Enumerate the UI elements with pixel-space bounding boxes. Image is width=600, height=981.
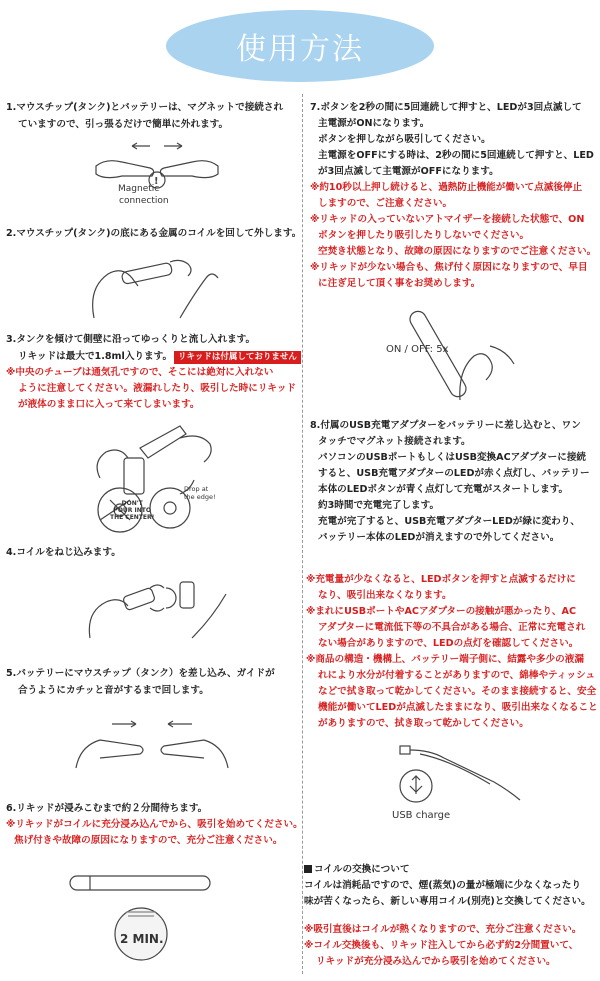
coil-heading-text: コイルの交換について <box>314 864 410 875</box>
screw-coil-illustration <box>84 568 234 648</box>
fill-tank-illustration <box>80 418 230 538</box>
usb-charge-illustration <box>380 740 530 820</box>
step8-line-3: パソコンのUSBポートもしくはUSB変換ACアダプターに接続 <box>318 452 587 463</box>
coil-heading <box>304 862 409 878</box>
note-line-8: などで拭き取って乾かしてください。そのまま接続すると、安全 <box>318 686 597 697</box>
step6-line-1: 6.リキッドが浸みこむまで約２分間待ちます。 <box>6 803 208 814</box>
coil-line-1: コイルは消耗品ですので、煙(蒸気)の量が極端に少なくなったり <box>304 880 581 891</box>
step2-line-1: 2.マウスチップ(タンク)の底にある金属のコイルを回して外します。 <box>6 228 302 239</box>
note-line-7: れにより水分が付着することがありますので、綿棒やティッシュ <box>318 670 596 681</box>
step3-warn-1: ※中央のチューブは通気孔ですので、そこには絶対に入れない <box>6 367 274 378</box>
step7-warn-6: ※リキッドが少ない場合も、焦げ付く原因になりますので、早目 <box>310 262 588 273</box>
step3-capacity: リキッドは最大で1.8ml入ります。 <box>18 351 173 362</box>
dont-caption-1: DON'T <box>121 500 143 507</box>
dont-pour-caption <box>110 500 154 521</box>
note-line-1: ※充電量が少なくなると、LEDボタンを押すと点滅するだけに <box>306 574 576 585</box>
step1-line-2: ていますので、引っ張るだけで簡単に外れます。 <box>18 119 229 130</box>
wait-two-minutes-illustration <box>66 872 216 972</box>
step8-line-8: バッテリー本体のLEDが消えますので外してください。 <box>318 532 560 543</box>
coil-warn-2: ※コイル交換後も、リキッド注入してから必ず約2分間置いて、 <box>304 940 579 951</box>
note-line-10: がありますので、拭き取って乾かしてください。 <box>318 718 529 729</box>
square-bullet-icon <box>304 865 312 873</box>
svg-text:!: ! <box>154 176 159 187</box>
coil-warn-1: ※吸引直後はコイルが熱くなりますので、充分ご注意ください。 <box>304 924 582 935</box>
step7-line-4: 主電源をOFFにする時は、2秒の間に5回連続して押すと、LED <box>318 150 594 161</box>
step7-warn-5: 空焚き状態となり、故障の原因になりますのでご注意ください。 <box>318 246 597 257</box>
step8-line-6: 約3時間で充電完了します。 <box>318 500 440 511</box>
attach-tank-illustration <box>72 712 232 782</box>
step8-line-7: 充電が完了すると、USB充電アダプターLEDが緑に変わり、 <box>318 516 580 527</box>
step7-warn-7: に注ぎ足して頂く事をお奨めします。 <box>318 278 481 289</box>
coil-warn-3: リキッドが充分浸み込んでから吸引を始めてください。 <box>316 956 556 967</box>
step7-line-3: ボタンを押しながら吸引してください。 <box>318 134 491 145</box>
step3-warn-3: が液体のまま口に入って来てしまいます。 <box>18 399 200 410</box>
note-line-6: ※商品の構造・機構上、バッテリー端子側に、結露や多少の液漏 <box>306 654 584 665</box>
note-line-5: ない場合がありますので、LEDの点灯を確認してください。 <box>318 638 579 649</box>
step8-line-2: タッチでマグネット接続されます。 <box>318 436 471 447</box>
step8-line-1: 8.付属のUSB充電アダプターをバッテリーに差し込むと、ワン <box>310 420 581 431</box>
step3-warn-2: ように注意してください。液漏れしたり、吸引した時にリキッド <box>18 383 297 394</box>
step8-line-4: すると、USB充電アダプターのLEDが赤く点灯し、バッテリー <box>318 468 590 479</box>
step3-line-1: 3.タンクを傾けて側壁に沿ってゆっくりと流し入れます。 <box>6 334 256 345</box>
note-line-9: 機能が働いてLEDが点滅したままになり、吸引出来なくなること <box>318 702 598 713</box>
drop-caption-2: the edge! <box>184 493 216 501</box>
step7-warn-4: ボタンを押したり吸引したりしないでください。 <box>318 230 530 241</box>
step6-warn-2: 焦げ付きや故障の原因になりますので、充分ご注意ください。 <box>14 835 283 846</box>
step5-line-1: 5.バッテリーにマウスチップ（タンク）を差し込み、ガイドが <box>6 668 275 679</box>
step5-line-2: 合うようにカチッと音がするまで回します。 <box>18 685 209 696</box>
step3-line-2 <box>18 349 301 365</box>
step7-line-2: 主電源がONになります。 <box>318 118 430 129</box>
onoff-caption: ON / OFF: 5x <box>386 344 449 355</box>
magnetic-caption-1: Magnetic <box>118 184 160 194</box>
dont-caption-2: POUR INTO <box>113 507 151 514</box>
drop-caption-1: Drop at <box>184 485 209 493</box>
note-line-3: ※まれにUSBポートやACアダプターの接触が悪かったり、AC <box>306 606 576 617</box>
step6-warn-1: ※リキッドがコイルに充分浸み込んでから、吸引を始めてください。 <box>6 819 303 830</box>
coil-line-2: 味が苦くなったら、新しい専用コイル(別売)と交換してください。 <box>304 896 591 907</box>
step7-line-1: 7.ボタンを2秒の間に5回連続して押すと、LEDが3回点滅して <box>310 102 582 113</box>
usb-charge-caption: USB charge <box>392 810 451 821</box>
step7-line-5: が3回点滅して主電源がOFFになります。 <box>318 166 499 177</box>
column-divider <box>302 94 303 974</box>
dont-caption-3: THE CENTER! <box>110 514 155 521</box>
note-line-4: アダプターに電流低下等の不具合がある場合、正常に充電され <box>318 622 586 633</box>
step1-line-1: 1.マウスチップ(タンク)とバッテリーは、マグネットで接続され <box>6 102 284 113</box>
step4-line-1: 4.コイルをねじ込みます。 <box>6 547 121 558</box>
note-line-2: なり、吸引出来なくなります。 <box>318 590 452 601</box>
step7-warn-1: ※約10秒以上押し続けると、過熱防止機能が働いて点滅後停止 <box>310 182 583 193</box>
step7-warn-3: ※リキッドの入っていないアトマイザーを接続した状態で、ON <box>310 214 585 225</box>
page-title: 使用方法 <box>166 10 434 82</box>
drop-edge-caption <box>184 485 216 501</box>
step7-warn-2: しますので、ご注意ください。 <box>318 198 453 209</box>
coil-removal-illustration <box>84 248 224 326</box>
magnetic-caption-2: connection <box>119 196 169 206</box>
two-min-caption: 2 MIN. <box>120 932 164 946</box>
no-liquid-included-badge: リキッドは付属しておりません <box>174 351 301 364</box>
step8-line-5: 本体のLEDボタンが青く点灯して充電がスタートします。 <box>318 484 569 495</box>
